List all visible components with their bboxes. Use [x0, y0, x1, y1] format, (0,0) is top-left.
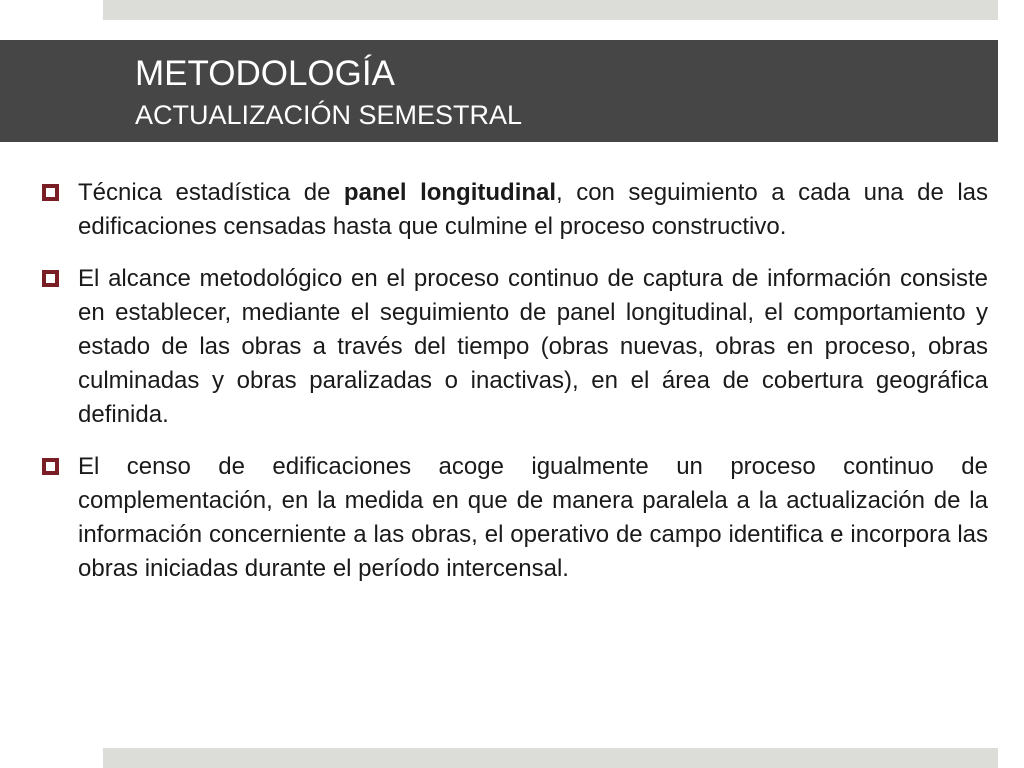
bullet-text: El alcance metodológico en el proceso continuo de captura de información consiste en establecer, mediante el seguimiento de panel longitudinal, el comportamiento y estado de las obras a través del tiempo (obras nuevas, obras en proceso, obras culminadas y obras paralizadas o inactivas), en el área de cobertura geográfica definida.	[78, 265, 988, 428]
slide-subtitle: ACTUALIZACIÓN SEMESTRAL	[135, 100, 523, 130]
square-bullet-icon	[42, 270, 59, 287]
square-bullet-icon	[42, 458, 59, 475]
slide-title: METODOLOGÍA	[135, 54, 395, 93]
bullet-item-censo	[40, 450, 988, 586]
bullet-bold-text: panel longitudinal	[343, 179, 557, 206]
bullet-text-before: Técnica estadística de	[78, 179, 344, 206]
bottom-accent-bar	[103, 748, 998, 768]
bullet-text-after: , con seguimiento a cada una de las edificaciones censadas hasta que culmine el proceso constructivo.	[78, 179, 988, 240]
top-accent-bar	[103, 0, 998, 20]
bullet-item-alcance	[40, 262, 988, 432]
bullet-list	[40, 176, 988, 604]
bullet-text: El censo de edificaciones acoge igualmente un proceso continuo de complementación, en la medida en que de manera paralela a la actualización de la información concerniente a las obras, el operativo de campo identifica e incorpora las obras iniciadas durante el período intercensal.	[78, 453, 988, 582]
bullet-item-panel-longitudinal	[40, 176, 988, 244]
square-bullet-icon	[42, 184, 59, 201]
